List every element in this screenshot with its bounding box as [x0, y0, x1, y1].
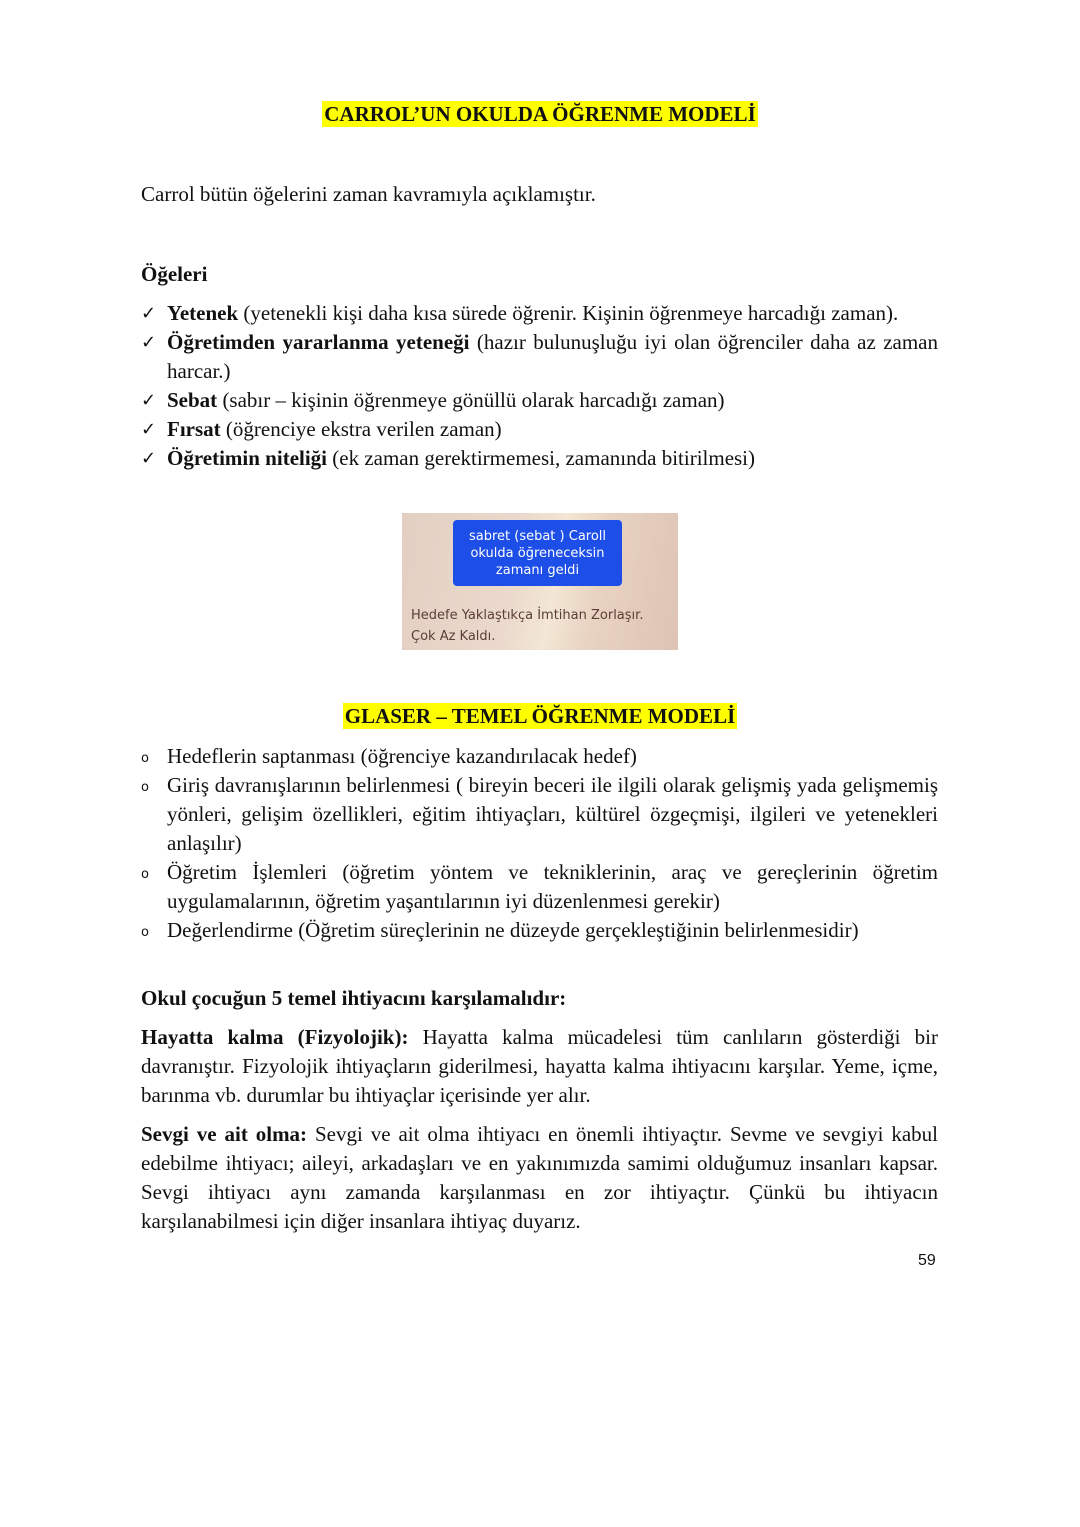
love-paragraph [141, 1120, 938, 1236]
carrol-intro: Carrol bütün öğelerini zaman kavramıyla açıklamıştır. [141, 182, 596, 206]
elements-heading: Öğeleri [141, 262, 208, 286]
badge-line: okulda öğreneceksin [470, 546, 605, 561]
check-icon: ✓ [141, 419, 157, 440]
item-term: Yetenek [167, 301, 239, 325]
list-item [141, 386, 938, 415]
badge-line: sabret (sebat ) Caroll [468, 529, 607, 544]
item-desc: (ek zaman gerektirmemesi, zamanında bitirilmesi) [327, 446, 756, 470]
paragraph-term: Hayatta kalma (Fizyolojik): [141, 1025, 409, 1049]
item-desc: (hazır bulunuşluğu iyi olan öğrenciler daha az zaman harcar.) [167, 330, 939, 383]
needs-heading: Okul çocuğun 5 temel ihtiyacını karşılamalıdır: [141, 986, 567, 1010]
list-item [141, 415, 938, 444]
paragraph-text: Hayatta kalma mücadelesi tüm canlıların gösterdiği bir davranıştır. Fizyolojik ihtiyaçların giderilmesi, hayatta kalma ihtiyacını karşılar. Yeme, içme, barınma vb. durumlar bu ihtiyaçlar içerisinde yer alır. [141, 1025, 938, 1107]
item-text: Giriş davranışlarının belirlenmesi ( bireyin beceri ile ilgili olarak gelişmiş yada gelişmemiş yönleri, gelişim özellikleri, eğitim ihtiyaçları, kültürel özgeçmişi, ilgileri ve yetenekleri anlaşılır) [167, 773, 938, 855]
carrol-title-text: CARROL’UN OKULDA ÖĞRENME MODELİ [324, 102, 756, 126]
item-text: Öğretim İşlemleri (öğretim yöntem ve tekniklerinin, araç ve gereçlerinin öğretim uygulamalarının, öğretim yaşantılarının iyi düzenlenmesi gerekir) [167, 860, 938, 913]
survival-paragraph [141, 1023, 938, 1110]
circle-bullet-icon: o [141, 867, 149, 882]
list-item [141, 328, 938, 386]
item-text: Hedeflerin saptanması (öğrenciye kazandırılacak hedef) [167, 744, 637, 768]
carrol-title [0, 102, 1080, 127]
item-desc: (yetenekli kişi daha kısa sürede öğrenir. Kişinin öğrenmeye harcadığı zaman). [238, 301, 899, 325]
item-desc: (öğrenciye ekstra verilen zaman) [220, 417, 502, 441]
item-term: Öğretimin niteliği [167, 446, 328, 470]
list-item [141, 444, 938, 473]
paragraph-text: Sevgi ve ait olma ihtiyacı en önemli ihtiyaçtır. Sevme ve sevgiyi kabul edebilme ihtiyacı; aileyi, arkadaşları ve en yakınımızda samimi olduğumuz insanları kapsar. Sevgi ihtiyacı aynı zamanda karşılanması en zor ihtiyaçtır. Çünkü bu ihtiyacın karşılanabilmesi için diğer insanlara ihtiyaç duyarız. [141, 1122, 939, 1233]
list-item [141, 771, 938, 858]
paragraph-term: Sevgi ve ait olma: [141, 1122, 308, 1146]
circle-bullet-icon: o [141, 751, 149, 766]
check-icon: ✓ [141, 448, 157, 469]
caption-line: Çok Az Kaldı. [411, 629, 496, 644]
check-icon: ✓ [141, 332, 157, 353]
glaser-list [141, 742, 938, 945]
item-text: Değerlendirme (Öğretim süreçlerinin ne düzeyde gerçekleştiğinin belirlenmesidir) [167, 918, 859, 942]
image-badge [453, 520, 622, 586]
carrol-elements-list [141, 299, 938, 473]
check-icon: ✓ [141, 390, 157, 411]
list-item [141, 858, 938, 916]
list-item [141, 916, 938, 945]
page-number: 59 [918, 1252, 936, 1269]
image-caption [411, 605, 643, 647]
item-term: Öğretimden yararlanma yeteneği [167, 330, 470, 354]
item-desc: (sabır – kişinin öğrenmeye gönüllü olarak harcadığı zaman) [217, 388, 725, 412]
circle-bullet-icon: o [141, 925, 149, 940]
item-term: Sebat [167, 388, 218, 412]
list-item [141, 742, 938, 771]
badge-line: zamanı geldi [495, 563, 580, 578]
embedded-image [402, 513, 678, 650]
circle-bullet-icon: o [141, 780, 149, 795]
item-term: Fırsat [167, 417, 221, 441]
glaser-title [0, 704, 1080, 729]
glaser-title-text: GLASER – TEMEL ÖĞRENME MODELİ [344, 704, 736, 728]
list-item [141, 299, 938, 328]
check-icon: ✓ [141, 303, 157, 324]
caption-line: Hedefe Yaklaştıkça İmtihan Zorlaşır. [411, 608, 644, 623]
